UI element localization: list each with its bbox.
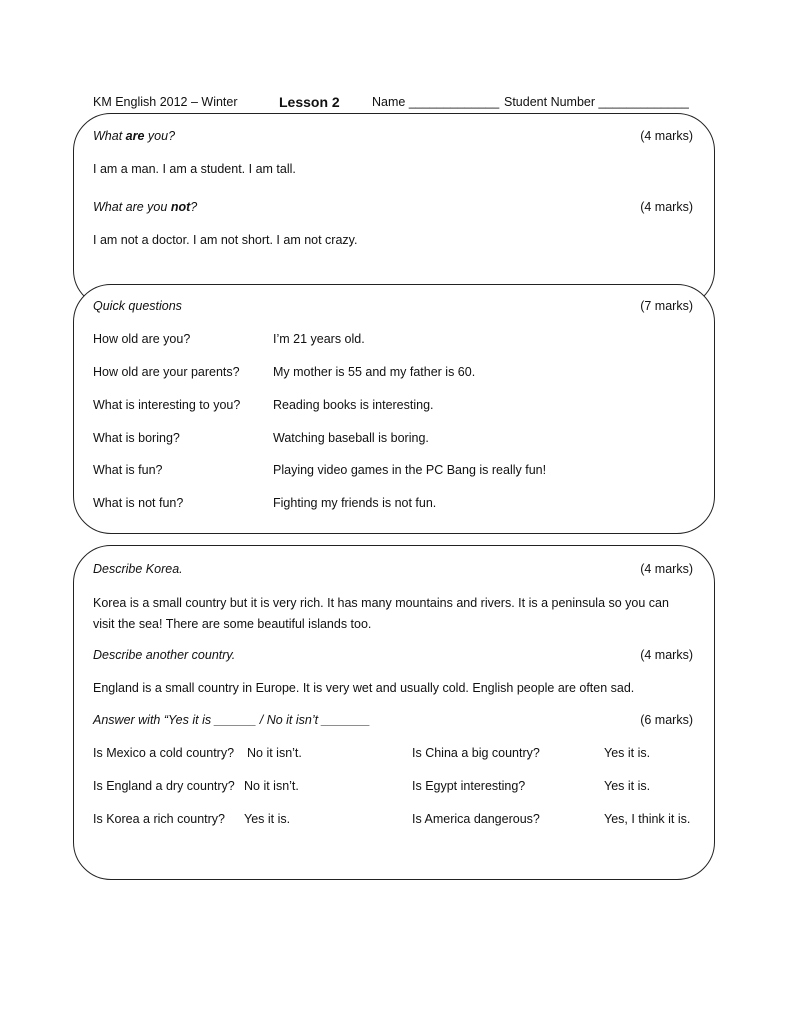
marks-label: (4 marks): [640, 200, 693, 214]
yes-no-question: Is England a dry country?: [93, 779, 235, 793]
marks-label: (4 marks): [640, 648, 693, 662]
yes-no-row: [93, 746, 693, 764]
answer-text: England is a small country in Europe. It is very wet and usually cold. English people are often sad.: [93, 681, 635, 695]
marks-label: (7 marks): [640, 299, 693, 313]
qa-question: What is not fun?: [93, 496, 184, 510]
name-field: Name _____________: [372, 95, 500, 109]
question-describe-another-country: [93, 648, 693, 666]
q2-text-bold: not: [170, 200, 191, 214]
answer-what-are-you-not: [93, 233, 693, 251]
qa-row: [93, 496, 693, 514]
question-what-are-you: [93, 129, 693, 147]
q1-text-pre: What: [93, 129, 126, 143]
course-title: KM English 2012 – Winter: [93, 95, 238, 109]
answer-text: I am a man. I am a student. I am tall.: [93, 162, 296, 176]
q2-text-pre: What are you: [93, 200, 171, 214]
question-text: Describe Korea.: [93, 562, 183, 576]
qa-question: What is boring?: [93, 431, 180, 445]
qa-row: [93, 431, 693, 449]
qa-row: [93, 365, 693, 383]
yes-no-row: [93, 812, 693, 830]
qa-answer: Reading books is interesting.: [273, 398, 434, 412]
student-number-field: Student Number _____________: [504, 95, 689, 109]
section-title: Quick questions: [93, 299, 182, 313]
yes-no-question: Is Mexico a cold country?: [93, 746, 235, 760]
marks-label: (4 marks): [640, 562, 693, 576]
yes-no-answer: Yes it is.: [244, 812, 291, 826]
marks-label: (6 marks): [640, 713, 693, 727]
question-yes-no: [93, 713, 693, 731]
question-describe-korea: [93, 562, 693, 580]
yes-no-row: [93, 779, 693, 797]
answer-describe-another-country: [93, 681, 693, 699]
yes-no-answer: Yes it is.: [604, 746, 651, 760]
marks-label: (4 marks): [640, 129, 693, 143]
worksheet-header: [93, 95, 703, 113]
qa-question: What is interesting to you?: [93, 398, 241, 412]
question-text: Answer with “Yes it is ______ / No it isn’t _______: [93, 713, 371, 727]
q2-text-post: ?: [190, 200, 198, 214]
qa-answer: Fighting my friends is not fun.: [273, 496, 437, 510]
answer-text: I am not a doctor. I am not short. I am not crazy.: [93, 233, 358, 247]
yes-no-answer: Yes, I think it is.: [604, 812, 691, 826]
qa-row: [93, 463, 693, 481]
qa-answer: I’m 21 years old.: [273, 332, 365, 346]
qa-question: How old are your parents?: [93, 365, 240, 379]
qa-row: [93, 398, 693, 416]
q1-text-post: you?: [144, 129, 176, 143]
question-text: Describe another country.: [93, 648, 236, 662]
answer-describe-korea: Korea is a small country but it is very rich. It has many mountains and rivers. It is a peninsula so you can visit the sea! There are some beautiful islands too.: [93, 596, 669, 631]
qa-answer: Watching baseball is boring.: [273, 431, 429, 445]
yes-no-answer: No it isn’t.: [244, 779, 299, 793]
yes-no-answer: No it isn’t.: [247, 746, 302, 760]
question-what-are-you-not: [93, 200, 693, 218]
qa-row: [93, 332, 693, 350]
qa-question: What is fun?: [93, 463, 163, 477]
yes-no-question: Is America dangerous?: [412, 812, 540, 826]
yes-no-question: Is Korea a rich country?: [93, 812, 226, 826]
qa-answer: My mother is 55 and my father is 60.: [273, 365, 476, 379]
qa-answer: Playing video games in the PC Bang is really fun!: [273, 463, 547, 477]
answer-what-are-you: [93, 162, 693, 180]
quick-questions-heading: [93, 299, 693, 317]
yes-no-question: Is China a big country?: [412, 746, 540, 760]
yes-no-question: Is Egypt interesting?: [412, 779, 526, 793]
lesson-title: Lesson 2: [279, 94, 340, 110]
q1-text-bold: are: [125, 129, 145, 143]
qa-question: How old are you?: [93, 332, 191, 346]
yes-no-answer: Yes it is.: [604, 779, 651, 793]
